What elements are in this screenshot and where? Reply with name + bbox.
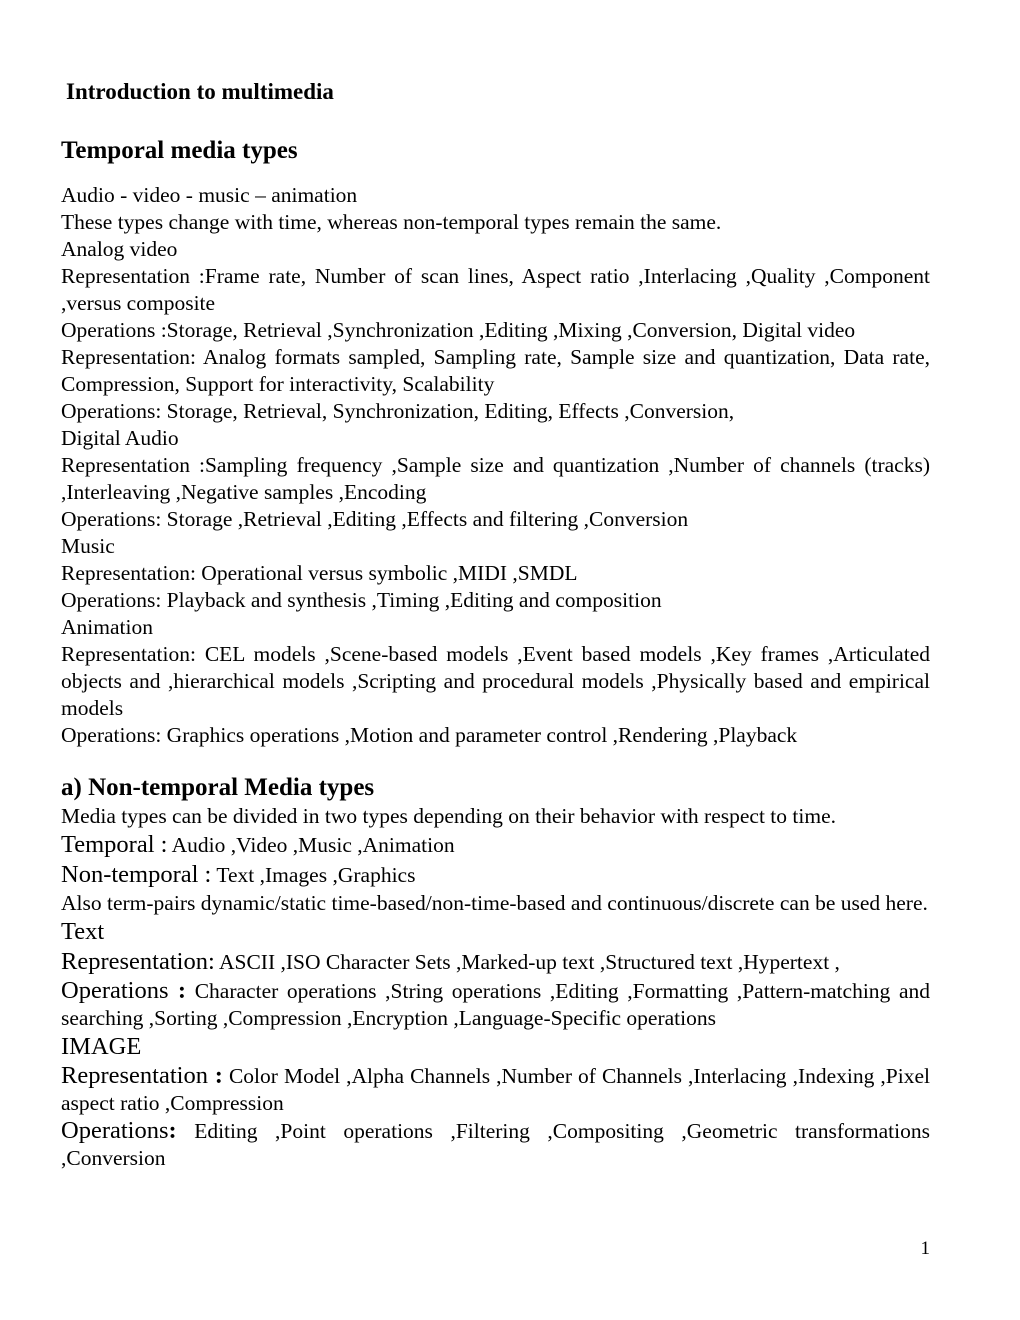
digital-audio-operations: Operations: Storage ,Retrieval ,Editing ,Effects and filtering ,Conversion (61, 507, 689, 531)
temporal-intro-desc: These types change with time, whereas non-temporal types remain the same. (61, 210, 722, 234)
document-page (61, 78, 930, 1172)
page-number: 1 (920, 1238, 930, 1259)
temporal-intro-list: Audio - video - music – animation (61, 183, 358, 207)
non-temporal-types-label: Non-temporal : (61, 861, 212, 888)
text-operations-value: Character operations ,String operations ,Editing ,Formatting ,Pattern-matching and searching ,Sorting ,Compression ,Encryption ,Language-Specific operations (61, 979, 930, 1030)
text-operations (61, 977, 930, 1032)
digital-video-representation: Representation: Analog formats sampled, Sampling rate, Sample size and quantization, Data rate, Compression, Support for interactivity, Scalability (61, 345, 930, 396)
analog-video-operations: Operations :Storage, Retrieval ,Synchronization ,Editing ,Mixing ,Conversion, Digital video (61, 318, 856, 342)
animation-operations: Operations: Graphics operations ,Motion and parameter control ,Rendering ,Playback (61, 723, 798, 747)
digital-audio-label: Digital Audio (61, 426, 179, 450)
text-representation-label: Representation: (61, 948, 215, 975)
temporal-types-value: Audio ,Video ,Music ,Animation (167, 833, 455, 857)
image-representation-colon: : (207, 1062, 223, 1089)
temporal-types-line (61, 830, 930, 860)
term-pairs-paragraph: Also term-pairs dynamic/static time-based/non-time-based and continuous/discrete can be used here. (61, 891, 928, 915)
temporal-section-body (61, 182, 930, 749)
music-representation: Representation: Operational versus symbolic ,MIDI ,SMDL (61, 561, 578, 585)
non-temporal-intro: Media types can be divided in two types depending on their behavior with respect to time. (61, 804, 836, 828)
animation-representation: Representation: CEL models ,Scene-based models ,Event based models ,Key frames ,Articulated objects and ,hierarchical models ,Scripting and procedural models ,Physically based and empirical models (61, 642, 930, 720)
text-operations-label: Operations (61, 977, 169, 1004)
digital-audio-representation: Representation :Sampling frequency ,Sample size and quantization ,Number of channels (tracks) ,Interleaving ,Negative samples ,Encoding (61, 453, 930, 504)
image-representation-value: Color Model ,Alpha Channels ,Number of Channels ,Interlacing ,Indexing ,Pixel aspect ratio ,Compression (61, 1064, 930, 1115)
image-operations (61, 1117, 930, 1172)
text-representation (61, 947, 930, 977)
document-title: Introduction to multimedia (66, 79, 334, 104)
non-temporal-section-body (61, 803, 930, 1172)
non-temporal-heading: a) Non-temporal Media types (61, 774, 375, 801)
non-temporal-types-line (61, 860, 930, 890)
analog-video-label: Analog video (61, 237, 178, 261)
music-label: Music (61, 534, 115, 558)
text-label: Text (61, 918, 105, 945)
non-temporal-types-value: Text ,Images ,Graphics (211, 863, 416, 887)
music-operations: Operations: Playback and synthesis ,Timing ,Editing and composition (61, 588, 662, 612)
image-operations-label: Operations (61, 1117, 169, 1144)
image-operations-colon: : (168, 1117, 177, 1144)
animation-label: Animation (61, 615, 153, 639)
temporal-heading: Temporal media types (61, 137, 298, 164)
image-operations-value: Editing ,Point operations ,Filtering ,Compositing ,Geometric transformations ,Conversion (61, 1119, 930, 1170)
image-representation-label: Representation (61, 1062, 208, 1089)
text-representation-value: ASCII ,ISO Character Sets ,Marked-up text ,Structured text ,Hypertext , (214, 950, 840, 974)
text-operations-colon: : (168, 977, 187, 1004)
analog-video-representation: Representation :Frame rate, Number of scan lines, Aspect ratio ,Interlacing ,Quality ,Component ,versus composite (61, 264, 930, 315)
image-label: IMAGE (61, 1033, 142, 1060)
image-representation (61, 1062, 930, 1117)
digital-video-operations: Operations: Storage, Retrieval, Synchronization, Editing, Effects ,Conversion, (61, 399, 735, 423)
temporal-types-label: Temporal : (61, 831, 168, 858)
